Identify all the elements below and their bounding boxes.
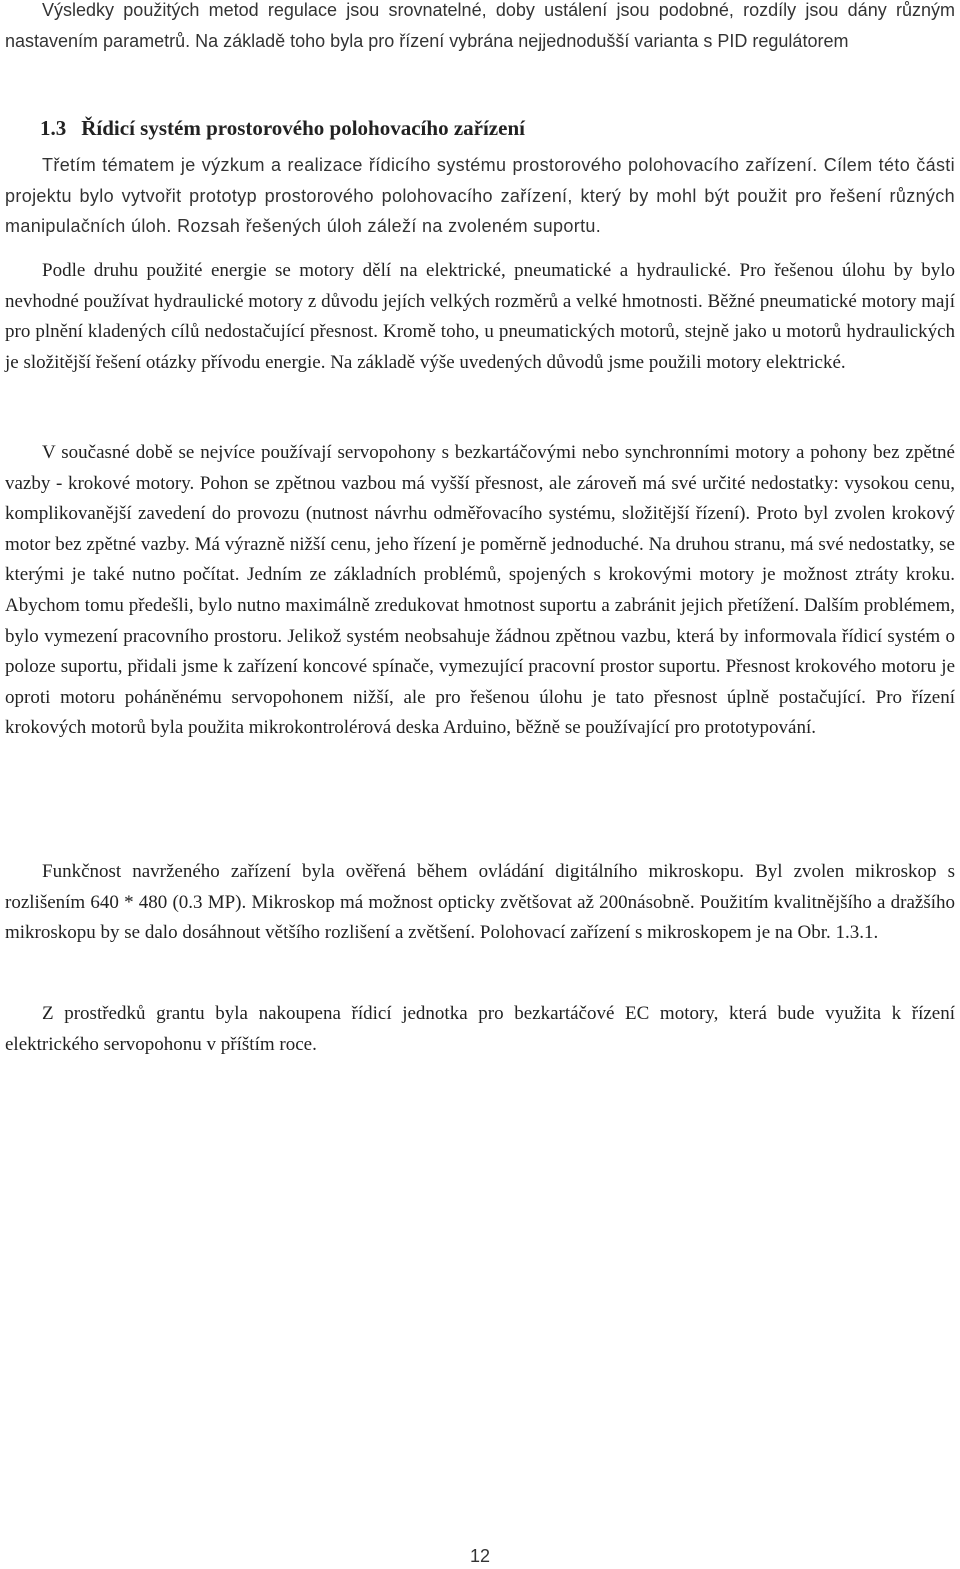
paragraph-3: V současné době se nejvíce používají servopohony s bezkartáčovými nebo synchronními motory a pohony bez zpětné vazby - krokové motory. Pohon se zpětnou vazbou má vyšší přesnost, ale zároveň má své určité nedostatky: vysokou cenu, komplikovanější zavedení do provozu (nutnost návrhu odměřovacího systému, složitější řízení). Proto byl zvolen krokový motor bez zpětné vazby. Má výrazně nižší cenu, jeho řízení je poměrně jednoduché. Na druhou stranu, má své nedostatky, se kterými je také nutno počítat. Jedním ze základních problémů, spojených s krokovými motory je možnost ztráty kroku. Abychom tomu předešli, bylo nutno maximálně zredukovat hmotnost suportu a zabránit jejich přetížení. Dalším problémem, bylo vymezení pracovního prostoru. Jelikož systém neobsahuje žádnou zpětnou vazbu, která by informovala řídicí systém o poloze suportu, přidali jsme k zařízení koncové spínače, vymezující pracovní prostor suportu. Přesnost krokového motoru je oproti motoru poháněnému servopohonem nižší, ale pro řešenou úlohu je tato přesnost úplně postačující. Pro řízení krokových motorů byla použita mikrokontrolérová deska Arduino, běžně se používající pro prototypování. — [5, 442, 955, 739]
section-heading — [40, 113, 525, 143]
intro-paragraph: Výsledky použitých metod regulace jsou srovnatelné, doby ustálení jsou podobné, rozdíly jsou dány různým nastavením parametrů. Na základě toho byla pro řízení vybrána nejjednodušší varianta s PID regulátorem — [5, 0, 955, 51]
page-number: 12 — [469, 1546, 491, 1566]
paragraph-4: Funkčnost navrženého zařízení byla ověřená během ovládání digitálního mikroskopu. Byl zvolen mikroskop s rozlišením 640 * 480 (0.3 MP). Mikroskop má možnost opticky zvětšovat až 200násobně. Použitím kvalitnějšího a dražšího mikroskopu by se dalo dosáhnout většího rozlišení a zvětšení. Polohovací zařízení s mikroskopem je na Obr. 1.3.1. — [5, 861, 955, 944]
section-number: 1.3 — [40, 116, 67, 140]
section-title: Řídicí systém prostorového polohovacího zařízení — [81, 116, 525, 140]
paragraph-2: Podle druhu použité energie se motory dělí na elektrické, pneumatické a hydraulické. Pro řešenou úlohu by bylo nevhodné používat hydraulické motory z důvodu jejích velkých rozměrů a velké hmotnosti. Běžné pneumatické motory mají pro plnění kladených cílů nedostačující přesnost. Kromě toho, u pneumatických motorů, stejně jako u motorů hydraulických je složitější řešení otázky přívodu energie. Na základě výše uvedených důvodů jsme použili motory elektrické. — [5, 260, 955, 373]
paragraph-1: Třetím tématem je výzkum a realizace řídicího systému prostorového polohovacího zařízení. Cílem této části projektu bylo vytvořit prototyp prostorového polohovacího zařízení, který by mohl být použit pro řešení různých manipulačních úloh. Rozsah řešených úloh záleží na zvoleném suportu. — [5, 155, 955, 237]
paragraph-5: Z prostředků grantu byla nakoupena řídicí jednotka pro bezkartáčové EC motory, která bude využita k řízení elektrického servopohonu v příštím roce. — [5, 1003, 955, 1055]
